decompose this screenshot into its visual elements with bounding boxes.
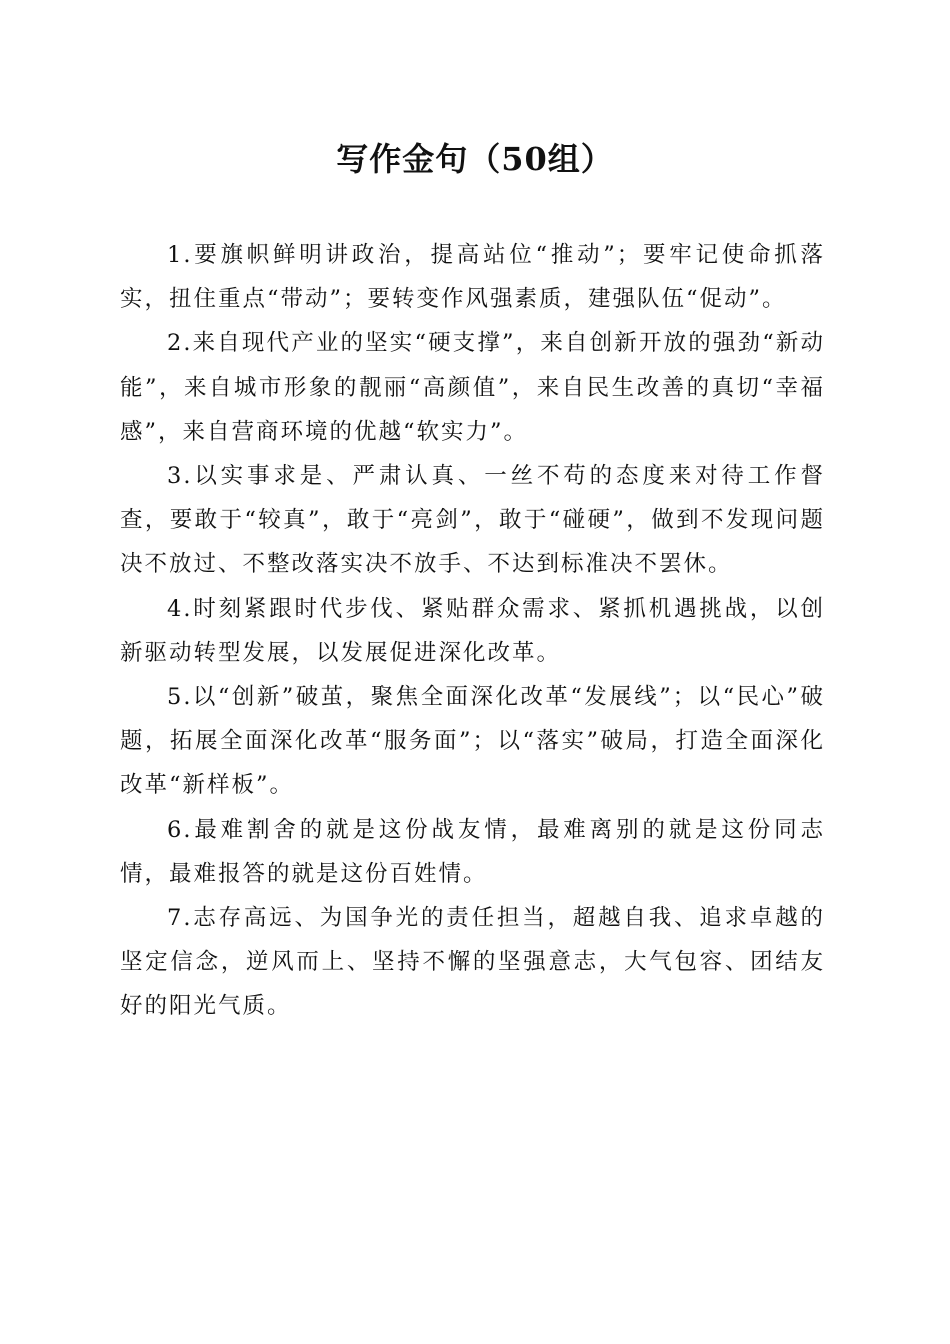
paragraph-3: 3.以实事求是、严肃认真、一丝不苟的态度来对待工作督查，要敢于“较真”，敢于“亮剑”，敢于“碰硬”，做到不发现问题决不放过、不整改落实决不放手、不达到标准决不罢休。 (120, 463, 825, 578)
paragraph-4: 4.时刻紧跟时代步伐、紧贴群众需求、紧抓机遇挑战，以创新驱动转型发展，以发展促进深化改革。 (120, 595, 825, 666)
paragraph-7: 7.志存高远、为国争光的责任担当，超越自我、追求卓越的坚定信念，逆风而上、坚持不懈的坚强意志，大气包容、团结友好的阳光气质。 (120, 905, 825, 1020)
paragraph-6: 6.最难割舍的就是这份战友情，最难离别的就是这份同志情，最难报答的就是这份百姓情。 (120, 816, 825, 887)
paragraph-5: 5.以“创新”破茧，聚焦全面深化改革“发展线”；以“民心”破题，拓展全面深化改革“服务面”；以“落实”破局，打造全面深化改革“新样板”。 (120, 684, 825, 799)
paragraph-1: 1.要旗帜鲜明讲政治，提高站位“推动”；要牢记使命抓落实，扭住重点“带动”；要转变作风强素质，建强队伍“促动”。 (120, 242, 825, 313)
document-body (120, 233, 825, 1029)
document-title: 写作金句（50组） (336, 140, 614, 178)
paragraph-2: 2.来自现代产业的坚实“硬支撑”，来自创新开放的强劲“新动能”，来自城市形象的靓丽“高颜值”，来自民生改善的真切“幸福感”，来自营商环境的优越“软实力”。 (120, 330, 825, 445)
